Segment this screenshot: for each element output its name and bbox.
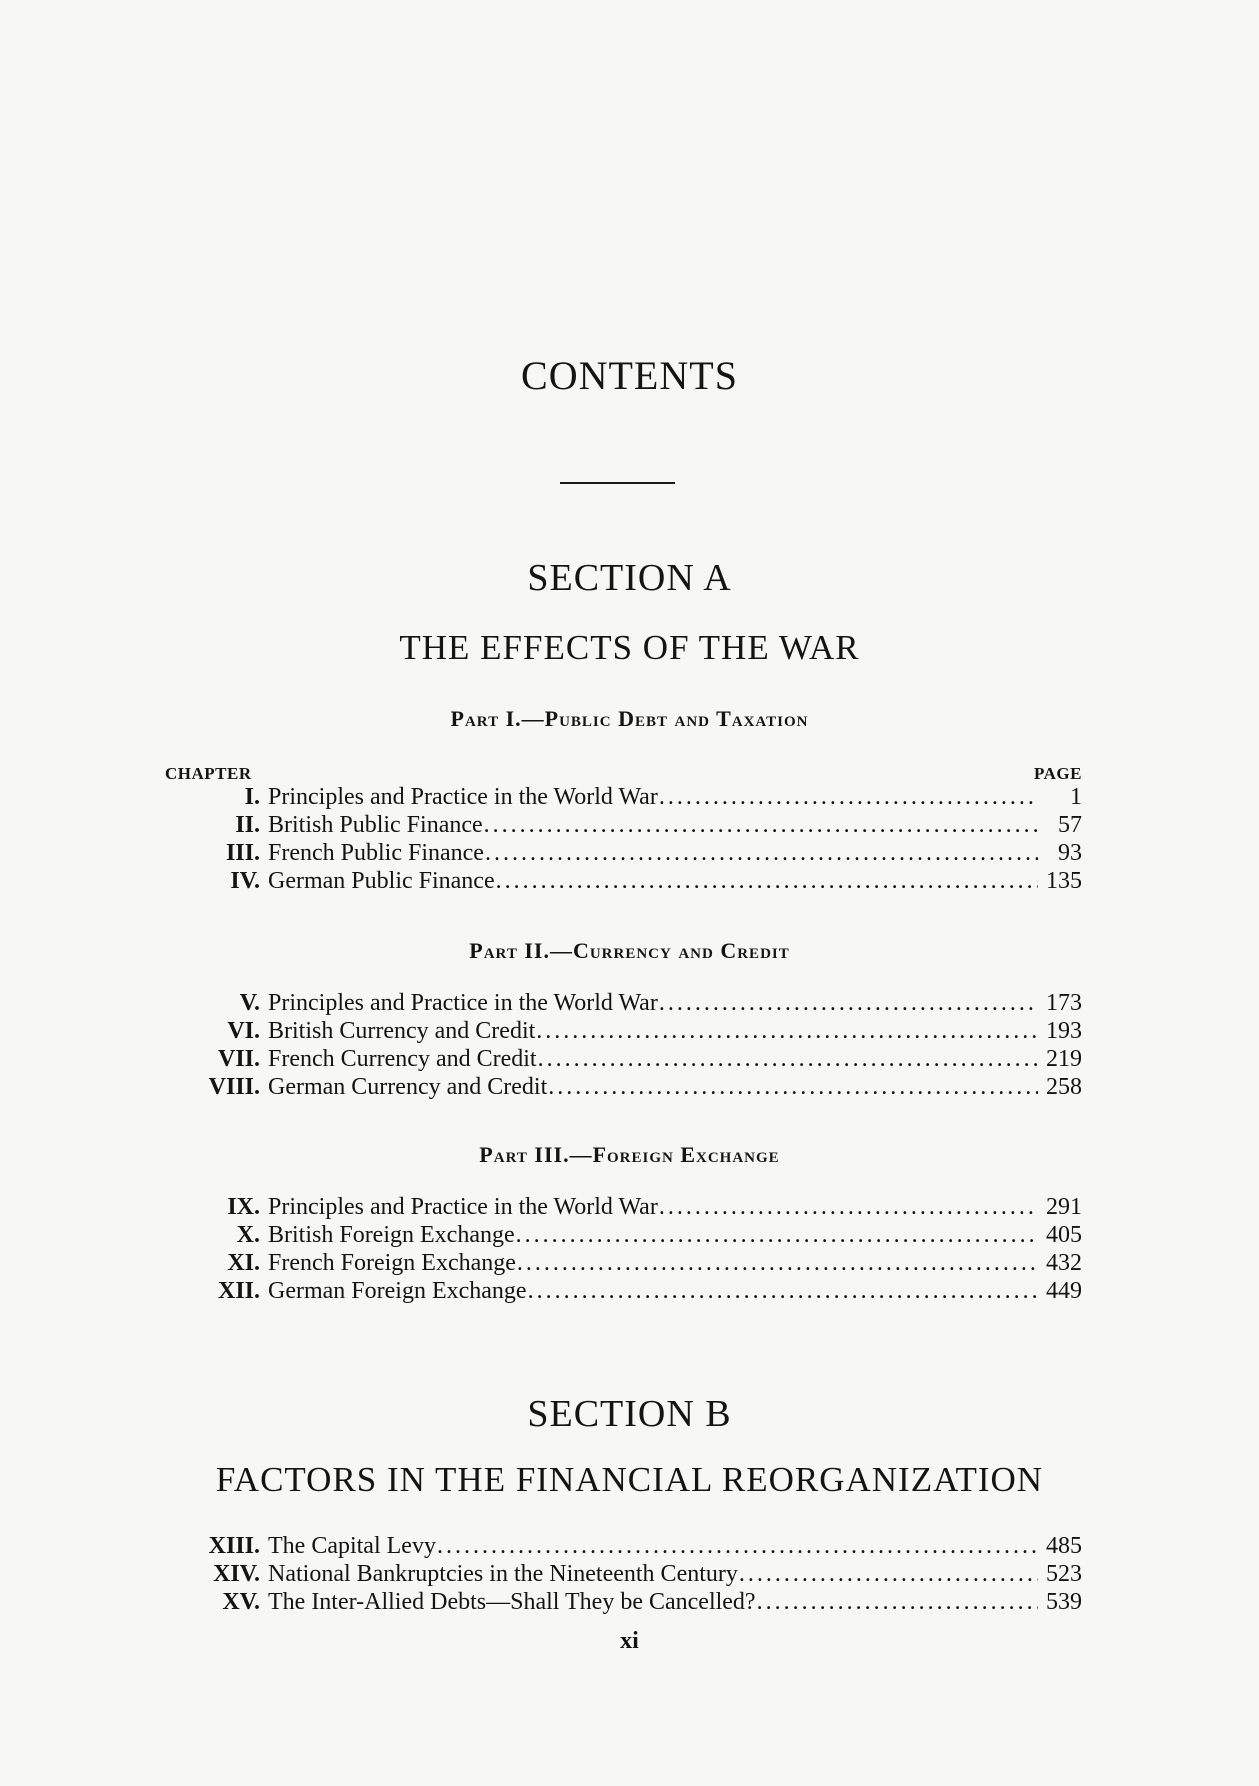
contents-title: CONTENTS	[521, 353, 738, 398]
chapter-number: XIII.	[208, 1533, 260, 1559]
page-folio: xi	[620, 1628, 639, 1654]
dot-leader	[536, 1018, 1038, 1045]
page-number: 173	[1046, 990, 1082, 1016]
dot-leader	[538, 1046, 1038, 1073]
toc-entry[interactable]	[165, 1561, 1082, 1589]
chapter-title: German Public Finance	[268, 868, 495, 894]
chapter-title: The Capital Levy	[268, 1533, 436, 1559]
chapter-title: German Foreign Exchange	[268, 1278, 527, 1304]
section-b-subtitle: FACTORS IN THE FINANCIAL REORGANIZATION	[215, 1460, 1044, 1499]
page-number: 193	[1046, 1018, 1082, 1044]
chapter-title: Principles and Practice in the World War	[268, 1194, 658, 1220]
dot-leader	[496, 868, 1038, 895]
dot-leader	[659, 990, 1038, 1017]
dot-leader	[485, 840, 1038, 867]
section-a-subtitle: THE EFFECTS OF THE WAR	[399, 628, 860, 667]
dot-leader	[516, 1222, 1038, 1249]
dot-leader	[548, 1074, 1038, 1101]
toc-entry[interactable]	[165, 1018, 1082, 1046]
chapter-number: VIII.	[208, 1074, 260, 1100]
toc-entry[interactable]	[165, 1046, 1082, 1074]
chapter-title: National Bankruptcies in the Nineteenth Century	[268, 1561, 738, 1587]
chapter-title: British Foreign Exchange	[268, 1222, 515, 1248]
toc-entry[interactable]	[165, 1278, 1082, 1306]
title-rule	[560, 482, 675, 484]
chapter-number: XI.	[227, 1250, 260, 1276]
chapter-title: Principles and Practice in the World War	[268, 990, 658, 1016]
part-2-chapter-list	[165, 990, 1082, 1102]
chapter-number: XIV.	[213, 1561, 260, 1587]
part-2-heading: Part II.—Currency and Credit	[469, 938, 790, 963]
chapter-title: Principles and Practice in the World War	[268, 784, 658, 810]
chapter-number: VI.	[227, 1018, 260, 1044]
chapter-number: X.	[236, 1222, 260, 1248]
chapter-title: The Inter-Allied Debts—Shall They be Cancelled?	[268, 1589, 756, 1615]
page-number: 539	[1046, 1589, 1082, 1615]
page-number: 523	[1046, 1561, 1082, 1587]
chapter-number: XII.	[217, 1278, 260, 1304]
toc-entry[interactable]	[165, 1589, 1082, 1617]
toc-entry[interactable]	[165, 1533, 1082, 1561]
toc-entry[interactable]	[165, 1194, 1082, 1222]
page-number: 485	[1046, 1533, 1082, 1559]
page-number: 291	[1046, 1194, 1082, 1220]
dot-leader	[659, 784, 1038, 811]
chapter-title: British Public Finance	[268, 812, 483, 838]
toc-entry[interactable]	[165, 784, 1082, 812]
column-labels	[165, 764, 1082, 784]
chapter-column-label: CHAPTER	[165, 764, 252, 783]
page-number: 93	[1058, 840, 1082, 866]
part-3-chapter-list	[165, 1194, 1082, 1306]
page-number: 219	[1046, 1046, 1082, 1072]
toc-entry[interactable]	[165, 1222, 1082, 1250]
toc-entry[interactable]	[165, 990, 1082, 1018]
toc-entry[interactable]	[165, 840, 1082, 868]
toc-entry[interactable]	[165, 1250, 1082, 1278]
page-column-label: PAGE	[1034, 764, 1082, 783]
section-a-heading: SECTION A	[527, 557, 732, 599]
page-number: 135	[1046, 868, 1082, 894]
chapter-number: IX.	[227, 1194, 260, 1220]
dot-leader	[437, 1533, 1038, 1560]
dot-leader	[757, 1589, 1038, 1616]
toc-entry[interactable]	[165, 1074, 1082, 1102]
page-number: 57	[1058, 812, 1082, 838]
chapter-number: IV.	[230, 868, 260, 894]
chapter-number: II.	[235, 812, 260, 838]
chapter-title: French Public Finance	[268, 840, 484, 866]
chapter-title: British Currency and Credit	[268, 1018, 536, 1044]
section-b-heading: SECTION B	[527, 1393, 732, 1435]
chapter-number: III.	[225, 840, 260, 866]
dot-leader	[528, 1278, 1038, 1305]
page-number: 258	[1046, 1074, 1082, 1100]
toc-entry[interactable]	[165, 812, 1082, 840]
dot-leader	[659, 1194, 1038, 1221]
chapter-title: French Foreign Exchange	[268, 1250, 516, 1276]
toc-entry[interactable]	[165, 868, 1082, 896]
page-number: 449	[1046, 1278, 1082, 1304]
chapter-number: XV.	[222, 1589, 260, 1615]
part-1-chapter-list	[165, 784, 1082, 896]
chapter-number: I.	[244, 784, 260, 810]
chapter-title: German Currency and Credit	[268, 1074, 548, 1100]
part-1-heading: Part I.—Public Debt and Taxation	[450, 706, 809, 731]
dot-leader	[517, 1250, 1038, 1277]
page-number: 1	[1070, 784, 1082, 810]
chapter-number: VII.	[217, 1046, 260, 1072]
page-number: 432	[1046, 1250, 1082, 1276]
chapter-number: V.	[239, 990, 260, 1016]
chapter-title: French Currency and Credit	[268, 1046, 537, 1072]
section-b-chapter-list	[165, 1533, 1082, 1617]
dot-leader	[739, 1561, 1038, 1588]
dot-leader	[484, 812, 1038, 839]
part-3-heading: Part III.—Foreign Exchange	[479, 1142, 780, 1167]
page-number: 405	[1046, 1222, 1082, 1248]
